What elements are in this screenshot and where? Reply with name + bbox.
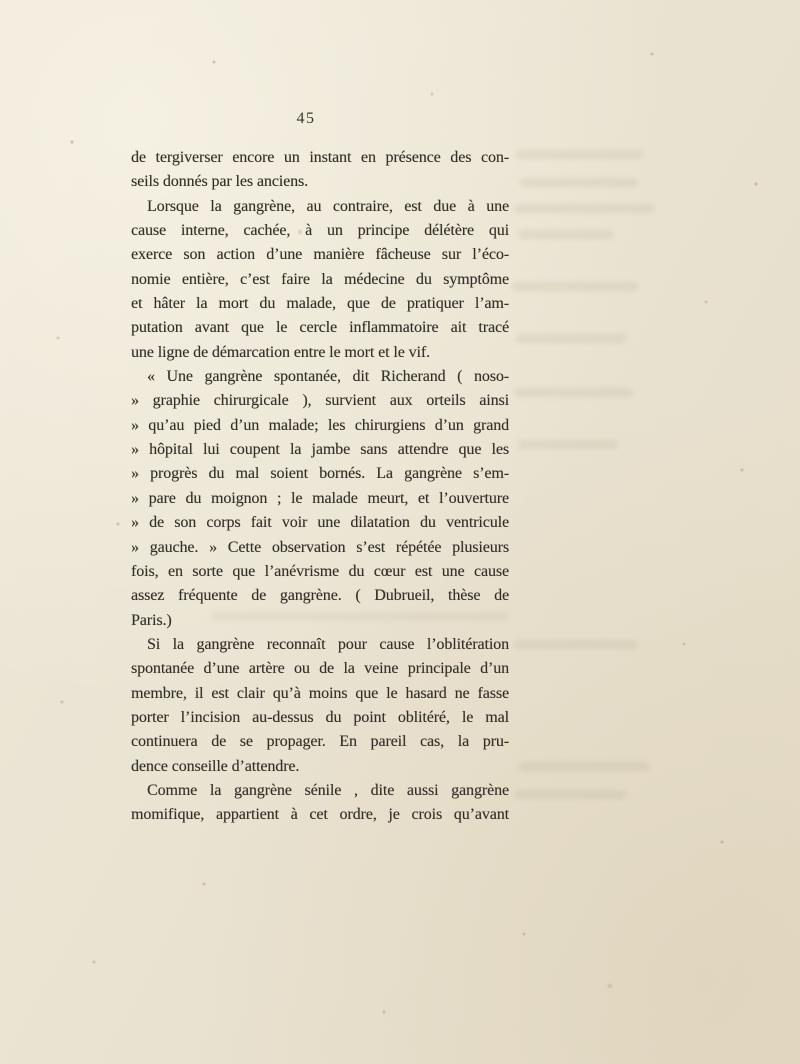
text-line: exerce son action d’une manière fâcheuse sur l’éco- — [131, 246, 509, 264]
paragraph — [131, 146, 509, 195]
text-line: une ligne de démarcation entre le mort et le vif. — [131, 343, 430, 361]
text-line: Si la gangrène reconnaît pour cause l’oblitération — [147, 635, 509, 653]
text-line: » hôpital lui coupent la jambe sans attendre que les — [131, 441, 509, 459]
text-line: » de son corps fait voir une dilatation du ventricule — [131, 514, 509, 532]
text-line: fois, en sorte que l’anévrisme du cœur est une cause — [131, 562, 509, 580]
paragraph — [131, 779, 509, 828]
text-line: de tergiverser encore un instant en présence des con- — [131, 149, 509, 166]
text-line: continuera de se propager. En pareil cas, la pru- — [131, 733, 509, 751]
text-line: nomie entière, c’est faire la médecine du symptôme — [131, 270, 509, 288]
page-number: 45 — [296, 110, 316, 127]
text-line: membre, il est clair qu’à moins que le hasard ne fasse — [131, 684, 509, 702]
text-line: dence conseille d’attendre. — [131, 757, 300, 775]
text-line: Comme la gangrène sénile , dite aussi gangrène — [147, 781, 509, 799]
text-line: momifique, appartient à cet ordre, je crois qu’avant — [131, 806, 509, 824]
text-line: » graphie chirurgicale ), survient aux orteils ainsi — [131, 392, 509, 410]
text-line: seils donnés par les anciens. — [131, 173, 309, 191]
text-line: » qu’au pied d’un malade; les chirurgiens d’un grand — [131, 416, 509, 434]
text-line: et hâter la mort du malade, que de pratiquer l’am- — [131, 295, 509, 313]
text-line: » pare du moignon ; le malade meurt, et l’ouverture — [131, 489, 509, 507]
text-line: » gauche. » Cette observation s’est répétée plusieurs — [131, 538, 509, 556]
paragraph — [131, 365, 509, 633]
text-line: putation avant que le cercle inflammatoire ait tracé — [131, 319, 509, 337]
text-line: « Une gangrène spontanée, dit Richerand ( noso- — [147, 368, 509, 386]
paragraph — [131, 633, 509, 779]
text-line: porter l’incision au-dessus du point oblitéré, le mal — [131, 708, 509, 726]
text-line: Paris.) — [131, 611, 172, 629]
text-line: assez fréquente de gangrène. ( Dubrueil, thèse de — [131, 587, 509, 605]
text-line: cause interne, cachée, à un principe délétère qui — [131, 222, 509, 240]
paragraph — [131, 195, 509, 365]
page-text — [131, 146, 509, 828]
text-line: spontanée d’une artère ou de la veine principale d’un — [131, 660, 509, 678]
text-line: Lorsque la gangrène, au contraire, est due à une — [147, 197, 509, 215]
text-line: » progrès du mal soient bornés. La gangrène s’em- — [131, 465, 509, 483]
